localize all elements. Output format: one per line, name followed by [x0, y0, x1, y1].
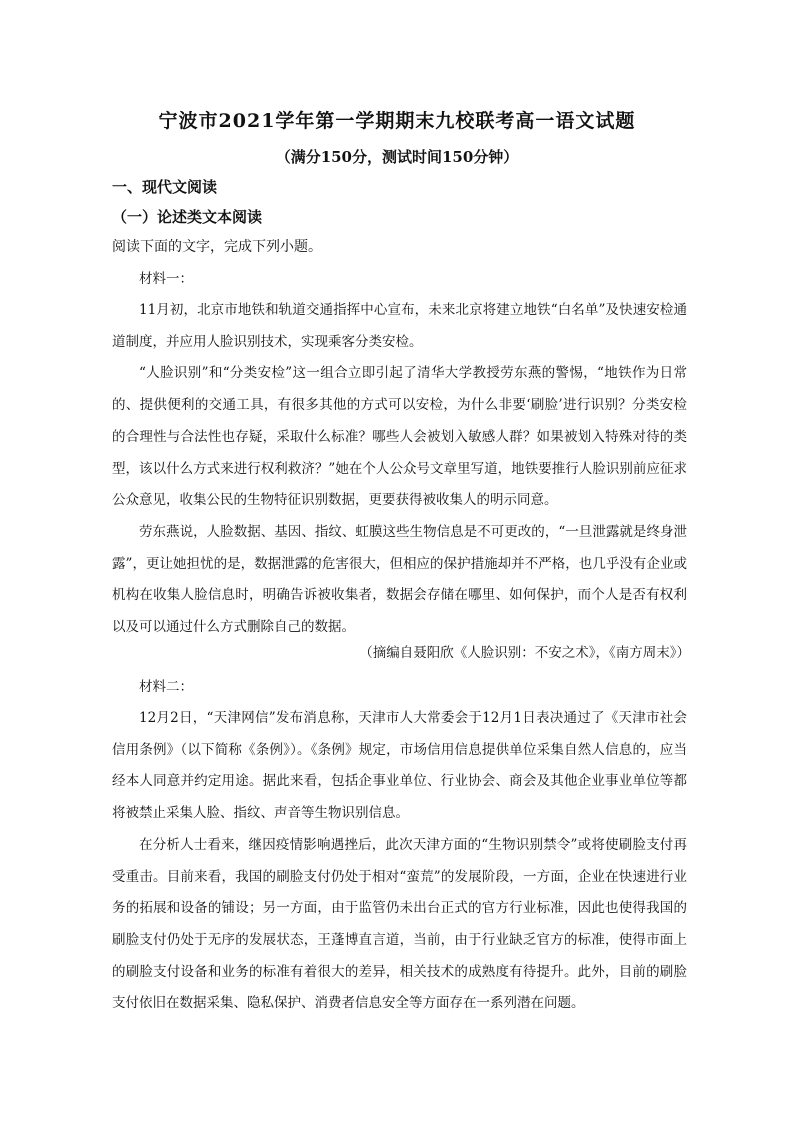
material1-paragraph: 11月初，北京市地铁和轨道交通指挥中心宣布，未来北京将建立地铁“白名单”及快速安检通道制度，并应用人脸识别技术，实现乘客分类安检。	[112, 302, 687, 350]
subsection-heading: （一）论述类文本阅读	[112, 208, 263, 226]
section-heading: 一、现代文阅读	[112, 178, 218, 196]
instruction-text: 阅读下面的文字，完成下列小题。	[112, 239, 322, 255]
material2-paragraph: 12月2日，“天津网信”发布消息称，天津市人大常委会于12月1日表决通过了《天津市社会信用条例》（以下简称《条例》）。《条例》规定，市场信用信息提供单位采集自然人信息的，应当经本人同意并约定用途。据此来看，包括企事业单位、行业协会、商会及其他企业事业单位等都将被禁止采集人脸、指纹、声音等生物识别信息。	[112, 710, 687, 822]
material2-label: 材料二：	[139, 679, 193, 695]
material1-paragraph: 劳东燕说，人脸数据、基因、指纹、虹膜这些生物信息是不可更改的，“一旦泄露就是终身泄露”，更让她担忧的是，数据泄露的危害很大，但相应的保护措施却并不严格，也几乎没有企业或机构在收集人脸信息时，明确告诉被收集者，数据会存储在哪里、如何保护，而个人是否有权利以及可以通过什么方式删除自己的数据。	[112, 523, 687, 636]
page-subtitle: （满分150分，测试时间150分钟）	[275, 148, 519, 166]
material1-source: （摘编自聂阳欣《人脸识别：不安之术》，《南方周末》）	[359, 645, 690, 661]
material1-body	[112, 295, 687, 644]
material2-body	[112, 703, 687, 1020]
material1-label: 材料一：	[139, 271, 193, 287]
material2-label-block	[112, 672, 687, 704]
material2-paragraph: 在分析人士看来，继因疫情影响遇挫后，此次天津方面的“生物识别禁令”或将使刷脸支付再受重击。目前来看，我国的刷脸支付仍处于相对“蛮荒”的发展阶段，一方面，企业在快速进行业务的拓展和设备的铺设；另一方面，由于监管仍未出台正式的官方行业标准，因此也使得我国的刷脸支付仍处于无序的发展状态，王蓬博直言道，当前，由于行业缺乏官方的标准，使得市面上的刷脸支付设备和业务的标准有着很大的差异，相关技术的成熟度有待提升。此外，目前的刷脸支付依旧在数据采集、隐私保护、消费者信息安全等方面存在一系列潜在问题。	[112, 836, 687, 1012]
page-title: 宁波市2021学年第一学期期末九校联考高一语文试题	[158, 110, 636, 132]
material1-paragraph: “人脸识别”和“分类安检”这一组合立即引起了清华大学教授劳东燕的警惕，“地铁作为日常的、提供便利的交通工具，有很多其他的方式可以安检，为什么非要‘刷脸’进行识别？分类安检的合理性与合法性也存疑，采取什么标准？哪些人会被划入敏感人群？如果被划入特殊对待的类型，该以什么方式来进行权利救济？”她在个人公众号文章里写道，地铁要推行人脸识别前应征求公众意见，收集公民的生物特征识别数据，更要获得被收集人的明示同意。	[112, 365, 687, 509]
material1-label-block	[112, 264, 687, 296]
